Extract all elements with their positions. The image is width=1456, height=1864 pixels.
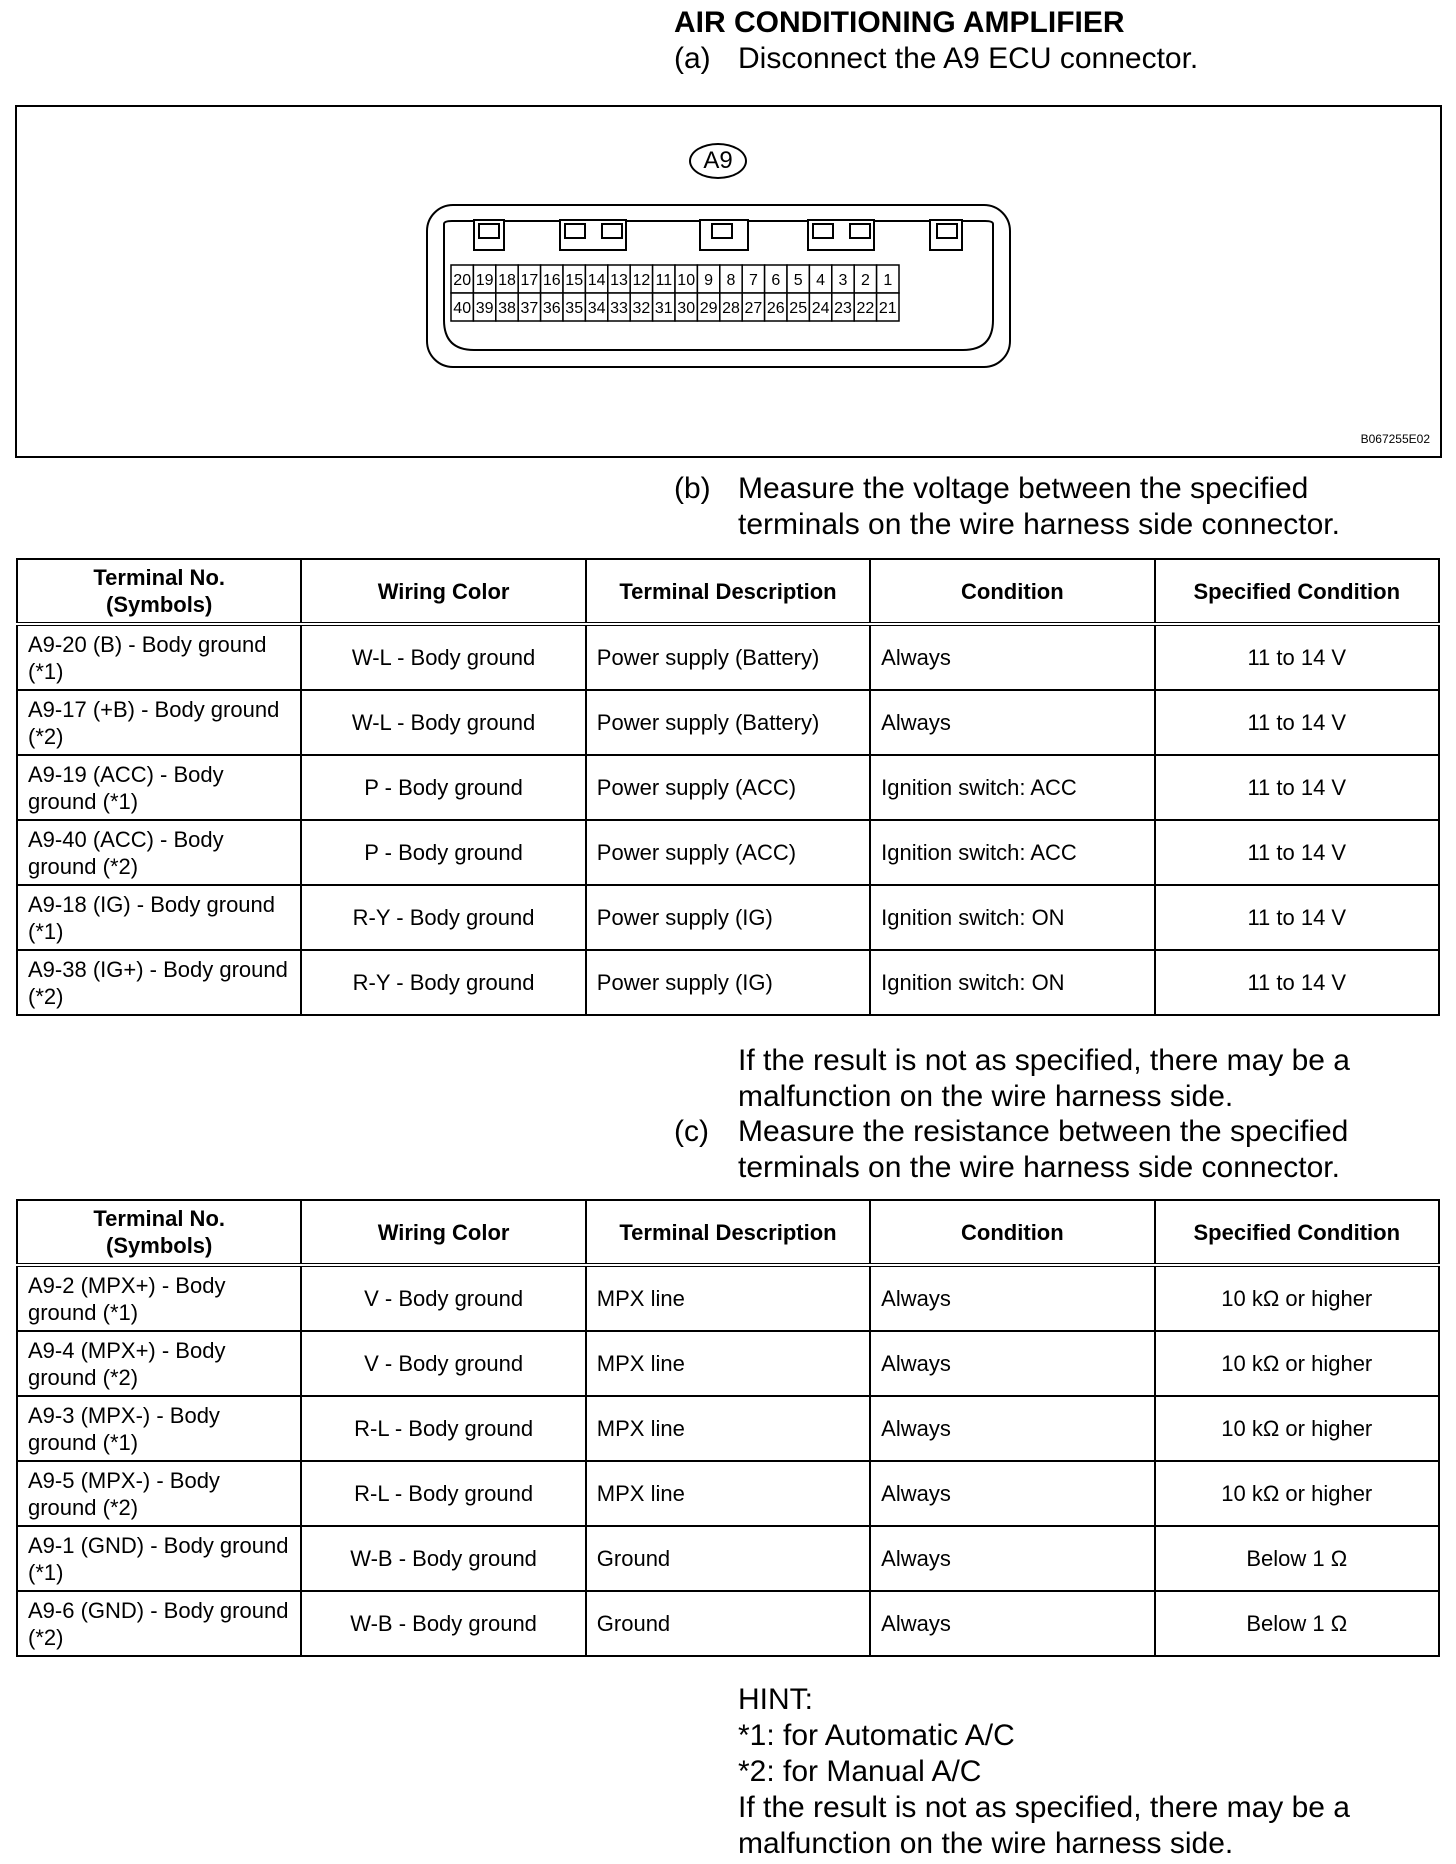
cell-specified: 11 to 14 V xyxy=(1155,624,1439,690)
cell-terminal-line2: (*2) xyxy=(28,723,64,749)
pin-number: 4 xyxy=(816,272,826,289)
cell-specified: 11 to 14 V xyxy=(1155,820,1439,885)
connector-latch xyxy=(565,224,585,238)
pin-number: 35 xyxy=(565,300,584,317)
cell-condition: Always xyxy=(870,690,1154,755)
pin-number: 12 xyxy=(632,272,651,289)
pin-number: 34 xyxy=(587,300,606,317)
pin-number: 23 xyxy=(834,300,852,317)
pin-number: 10 xyxy=(677,272,696,289)
connector-drawing xyxy=(0,0,1456,470)
cell-description: Power supply (IG) xyxy=(586,950,870,1015)
pin-number: 9 xyxy=(704,272,714,289)
cell-terminal-line1: A9-1 (GND) - Body ground xyxy=(28,1532,289,1558)
pin-number: 27 xyxy=(744,300,763,317)
cell-terminal-line1: A9-6 (GND) - Body ground xyxy=(28,1597,289,1623)
pin-number: 25 xyxy=(789,300,808,317)
cell-terminal-line2: ground (*2) xyxy=(28,1364,139,1390)
header-wiring: Wiring Color xyxy=(301,1200,585,1265)
pin-number: 31 xyxy=(654,300,673,317)
cell-wiring: R-L - Body ground xyxy=(301,1396,585,1461)
cell-terminal xyxy=(17,624,301,690)
cell-terminal-line2: ground (*2) xyxy=(28,853,139,879)
table-row xyxy=(17,885,1439,950)
header-specified: Specified Condition xyxy=(1155,559,1439,624)
cell-description: Power supply (Battery) xyxy=(586,690,870,755)
cell-wiring: P - Body ground xyxy=(301,755,585,820)
pin-number: 1 xyxy=(883,272,893,289)
pin-number: 36 xyxy=(542,300,561,317)
cell-condition: Always xyxy=(870,1591,1154,1656)
cell-specified: Below 1 Ω xyxy=(1155,1526,1439,1591)
header-terminal-line2: (Symbols) xyxy=(106,1233,213,1258)
result-note-1-line2: malfunction on the wire harness side. xyxy=(738,1080,1234,1113)
pin-number: 5 xyxy=(793,272,803,289)
pin-number: 6 xyxy=(771,272,781,289)
cell-specified: 11 to 14 V xyxy=(1155,950,1439,1015)
pin-number: 28 xyxy=(722,300,740,317)
cell-wiring: P - Body ground xyxy=(301,820,585,885)
header-wiring: Wiring Color xyxy=(301,559,585,624)
cell-specified: 10 kΩ or higher xyxy=(1155,1265,1439,1331)
cell-terminal-line1: A9-38 (IG+) - Body ground xyxy=(28,956,288,982)
cell-terminal-line2: (*2) xyxy=(28,983,64,1009)
cell-wiring: V - Body ground xyxy=(301,1265,585,1331)
cell-terminal xyxy=(17,1461,301,1526)
table-row xyxy=(17,1461,1439,1526)
header-description: Terminal Description xyxy=(586,1200,870,1265)
pin-number: 3 xyxy=(838,272,848,289)
step-b-line2: terminals on the wire harness side connector. xyxy=(738,508,1340,541)
table-row xyxy=(17,755,1439,820)
pin-number: 11 xyxy=(655,272,673,289)
cell-terminal-line2: (*2) xyxy=(28,1624,64,1650)
pin-number: 20 xyxy=(453,272,472,289)
step-b-line1: Measure the voltage between the specified xyxy=(738,472,1309,505)
cell-terminal-line1: A9-2 (MPX+) - Body xyxy=(28,1272,226,1298)
result-note-1 xyxy=(738,1043,1350,1115)
cell-terminal-line1: A9-3 (MPX-) - Body xyxy=(28,1402,220,1428)
table-row xyxy=(17,1265,1439,1331)
table-header-row xyxy=(17,1200,1439,1265)
pin-number: 19 xyxy=(475,272,494,289)
cell-terminal xyxy=(17,1396,301,1461)
cell-condition: Always xyxy=(870,1396,1154,1461)
cell-terminal-line2: (*1) xyxy=(28,658,64,684)
pin-number: 30 xyxy=(677,300,696,317)
hint-line1: If the result is not as specified, there may be a xyxy=(738,1791,1350,1824)
header-terminal-line1: Terminal No. xyxy=(93,1206,225,1231)
step-c-label: (c) xyxy=(674,1115,709,1148)
cell-description: Power supply (ACC) xyxy=(586,755,870,820)
cell-condition: Always xyxy=(870,1265,1154,1331)
cell-wiring: W-B - Body ground xyxy=(301,1591,585,1656)
cell-wiring: W-B - Body ground xyxy=(301,1526,585,1591)
hint-heading: HINT: xyxy=(738,1683,813,1716)
table-row xyxy=(17,820,1439,885)
connector-latch xyxy=(712,224,732,238)
cell-specified: 10 kΩ or higher xyxy=(1155,1331,1439,1396)
connector-latch xyxy=(479,224,499,238)
table-row xyxy=(17,950,1439,1015)
cell-condition: Always xyxy=(870,1461,1154,1526)
cell-terminal-line2: (*1) xyxy=(28,1559,64,1585)
pin-number: 18 xyxy=(498,272,516,289)
cell-terminal xyxy=(17,755,301,820)
pin-number: 37 xyxy=(520,300,539,317)
pin-grid xyxy=(451,265,899,321)
figure-code: B067255E02 xyxy=(1360,432,1430,446)
cell-condition: Ignition switch: ON xyxy=(870,950,1154,1015)
cell-terminal-line1: A9-5 (MPX-) - Body xyxy=(28,1467,220,1493)
header-terminal-line2: (Symbols) xyxy=(106,592,213,617)
table-header-row xyxy=(17,559,1439,624)
cell-terminal-line1: A9-17 (+B) - Body ground xyxy=(28,696,280,722)
cell-wiring: V - Body ground xyxy=(301,1331,585,1396)
connector-latch xyxy=(813,224,833,238)
connector-latch xyxy=(602,224,622,238)
cell-terminal xyxy=(17,950,301,1015)
cell-terminal-line2: ground (*1) xyxy=(28,788,139,814)
cell-condition: Always xyxy=(870,1331,1154,1396)
cell-terminal xyxy=(17,1265,301,1331)
cell-description: Power supply (ACC) xyxy=(586,820,870,885)
cell-condition: Always xyxy=(870,624,1154,690)
connector-label: A9 xyxy=(689,143,747,179)
cell-terminal-line2: (*1) xyxy=(28,918,64,944)
pin-number: 26 xyxy=(766,300,785,317)
cell-terminal xyxy=(17,1526,301,1591)
cell-description: Power supply (IG) xyxy=(586,885,870,950)
cell-terminal xyxy=(17,1331,301,1396)
pin-number: 32 xyxy=(632,300,651,317)
table-row xyxy=(17,1526,1439,1591)
hint-note-1: *1: for Automatic A/C xyxy=(738,1719,1015,1752)
header-condition: Condition xyxy=(870,1200,1154,1265)
cell-description: MPX line xyxy=(586,1396,870,1461)
pin-number: 21 xyxy=(878,300,897,317)
voltage-table xyxy=(16,558,1440,1016)
pin-number: 7 xyxy=(748,272,758,289)
pin-number: 24 xyxy=(811,300,830,317)
table-row xyxy=(17,690,1439,755)
cell-wiring: W-L - Body ground xyxy=(301,690,585,755)
cell-specified: 10 kΩ or higher xyxy=(1155,1396,1439,1461)
cell-terminal-line2: ground (*2) xyxy=(28,1494,139,1520)
cell-condition: Always xyxy=(870,1526,1154,1591)
hint-line2: malfunction on the wire harness side. xyxy=(738,1827,1234,1860)
table-row xyxy=(17,624,1439,690)
step-c xyxy=(674,1115,1434,1187)
cell-description: MPX line xyxy=(586,1265,870,1331)
pin-number: 22 xyxy=(856,300,875,317)
pin-number: 29 xyxy=(699,300,718,317)
header-condition: Condition xyxy=(870,559,1154,624)
cell-terminal-line1: A9-20 (B) - Body ground xyxy=(28,631,267,657)
cell-wiring: W-L - Body ground xyxy=(301,624,585,690)
cell-specified: 10 kΩ or higher xyxy=(1155,1461,1439,1526)
cell-terminal xyxy=(17,1591,301,1656)
cell-terminal-line2: ground (*1) xyxy=(28,1299,139,1325)
pin-number: 39 xyxy=(475,300,494,317)
cell-terminal-line2: ground (*1) xyxy=(28,1429,139,1455)
step-c-line1: Measure the resistance between the specified xyxy=(738,1115,1349,1148)
cell-terminal-line1: A9-18 (IG) - Body ground xyxy=(28,891,276,917)
pin-number: 40 xyxy=(453,300,472,317)
cell-description: MPX line xyxy=(586,1461,870,1526)
cell-condition: Ignition switch: ACC xyxy=(870,820,1154,885)
pin-number: 33 xyxy=(610,300,628,317)
cell-terminal xyxy=(17,820,301,885)
cell-terminal-line1: A9-4 (MPX+) - Body xyxy=(28,1337,226,1363)
cell-wiring: R-Y - Body ground xyxy=(301,950,585,1015)
cell-terminal xyxy=(17,690,301,755)
table-row xyxy=(17,1396,1439,1461)
pin-number: 14 xyxy=(587,272,606,289)
step-a-text: Disconnect the A9 ECU connector. xyxy=(738,42,1199,75)
cell-specified: 11 to 14 V xyxy=(1155,690,1439,755)
pin-number: 16 xyxy=(542,272,561,289)
header-terminal-line1: Terminal No. xyxy=(93,565,225,590)
cell-specified: 11 to 14 V xyxy=(1155,755,1439,820)
table-row xyxy=(17,1591,1439,1656)
connector-latch xyxy=(850,224,870,238)
page-title: AIR CONDITIONING AMPLIFIER xyxy=(674,6,1125,39)
pin-number: 2 xyxy=(860,272,870,289)
cell-specified: 11 to 14 V xyxy=(1155,885,1439,950)
hint-note-2: *2: for Manual A/C xyxy=(738,1755,982,1788)
header-terminal xyxy=(17,1200,301,1265)
cell-description: Ground xyxy=(586,1526,870,1591)
pin-number: 38 xyxy=(498,300,516,317)
cell-description: Ground xyxy=(586,1591,870,1656)
cell-description: MPX line xyxy=(586,1331,870,1396)
header-description: Terminal Description xyxy=(586,559,870,624)
resistance-table xyxy=(16,1199,1440,1657)
pin-number: 8 xyxy=(726,272,736,289)
pin-number: 17 xyxy=(520,272,539,289)
cell-condition: Ignition switch: ON xyxy=(870,885,1154,950)
pin-number: 13 xyxy=(610,272,628,289)
cell-specified: Below 1 Ω xyxy=(1155,1591,1439,1656)
cell-terminal xyxy=(17,885,301,950)
header-specified: Specified Condition xyxy=(1155,1200,1439,1265)
cell-description: Power supply (Battery) xyxy=(586,624,870,690)
cell-terminal-line1: A9-40 (ACC) - Body xyxy=(28,826,224,852)
connector-latch xyxy=(937,224,957,238)
step-b-label: (b) xyxy=(674,472,711,505)
result-note-1-line1: If the result is not as specified, there may be a xyxy=(738,1044,1350,1077)
step-a-label: (a) xyxy=(674,42,711,75)
cell-terminal-line1: A9-19 (ACC) - Body xyxy=(28,761,224,787)
hint-block xyxy=(738,1682,1350,1862)
step-b xyxy=(674,472,1434,544)
cell-wiring: R-Y - Body ground xyxy=(301,885,585,950)
table-row xyxy=(17,1331,1439,1396)
step-c-line2: terminals on the wire harness side connector. xyxy=(738,1151,1340,1184)
cell-wiring: R-L - Body ground xyxy=(301,1461,585,1526)
cell-condition: Ignition switch: ACC xyxy=(870,755,1154,820)
header-terminal xyxy=(17,559,301,624)
pin-number: 15 xyxy=(565,272,584,289)
